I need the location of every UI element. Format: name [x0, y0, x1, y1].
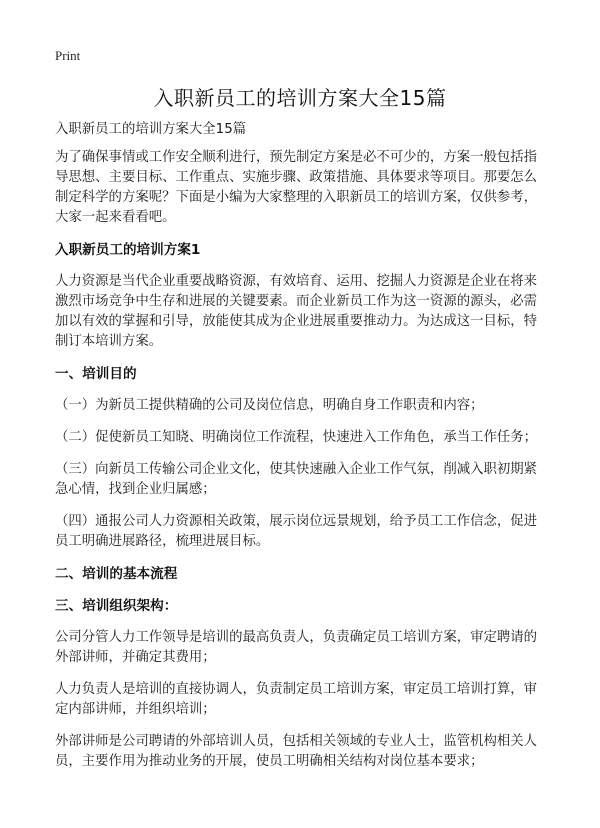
purpose-item: （四）通报公司人力资源相关政策，展示岗位远景规划，给予员工工作信念，促进员工明确进展路径，梳理进展目标。: [55, 514, 538, 549]
document-subtitle: 入职新员工的培训方案大全15篇: [55, 122, 247, 137]
heading-training-organization: 三、培训组织架构：: [55, 598, 178, 614]
intro-paragraph: 为了确保事情或工作安全顺利进行，预先制定方案是必不可少的，方案一般包括指导思想、主要目标、工作重点、实施步骤、政策措施、具体要求等项目。那要怎么制定科学的方案呢？下面是小编为大家整理的入职新员工的培训方案，仅供参考，大家一起来看看吧。: [55, 150, 538, 225]
org-item: 公司分管人力工作领导是培训的最高负责人，负责确定员工培训方案，审定聘请的外部讲师，并确定其费用；: [55, 630, 538, 665]
purpose-item: （二）促使新员工知晓、明确岗位工作流程，快速进入工作角色，承当工作任务；: [55, 430, 538, 445]
heading-training-purpose: 一、培训目的: [55, 366, 137, 382]
page-title: 入职新员工的培训方案大全15篇: [153, 86, 447, 110]
org-item: 外部讲师是公司聘请的外部培训人员，包括相关领域的专业人士，监管机构相关人员，主要作用为推动业务的开展，使员工明确相关结构对岗位基本要求；: [55, 734, 538, 769]
document-body: [55, 120, 547, 784]
print-link[interactable]: Print: [55, 48, 81, 63]
section-intro-paragraph: 人力资源是当代企业重要战略资源，有效培育、运用、挖掘人力资源是企业在将来激烈市场竞争中生存和进展的关键要素。而企业新员工作为这一资源的源头，必需加以有效的掌握和引导，放能使其成为企业进展重要推动力。为达成这一目标，特制订本培训方案。: [55, 274, 538, 349]
section-heading: 入职新员工的培训方案1: [55, 242, 201, 258]
purpose-item: （一）为新员工提供精确的公司及岗位信息，明确自身工作职责和内容；: [55, 398, 484, 413]
heading-training-process: 二、培训的基本流程: [55, 566, 178, 582]
org-item: 人力负责人是培训的直接协调人，负责制定员工培训方案，审定员工培训打算，审定内部讲师，并组织培训；: [55, 682, 538, 717]
purpose-item: （三）向新员工传输公司企业文化，使其快速融入企业工作气氛，削减入职初期紧急心情，找到企业归属感；: [55, 462, 538, 497]
